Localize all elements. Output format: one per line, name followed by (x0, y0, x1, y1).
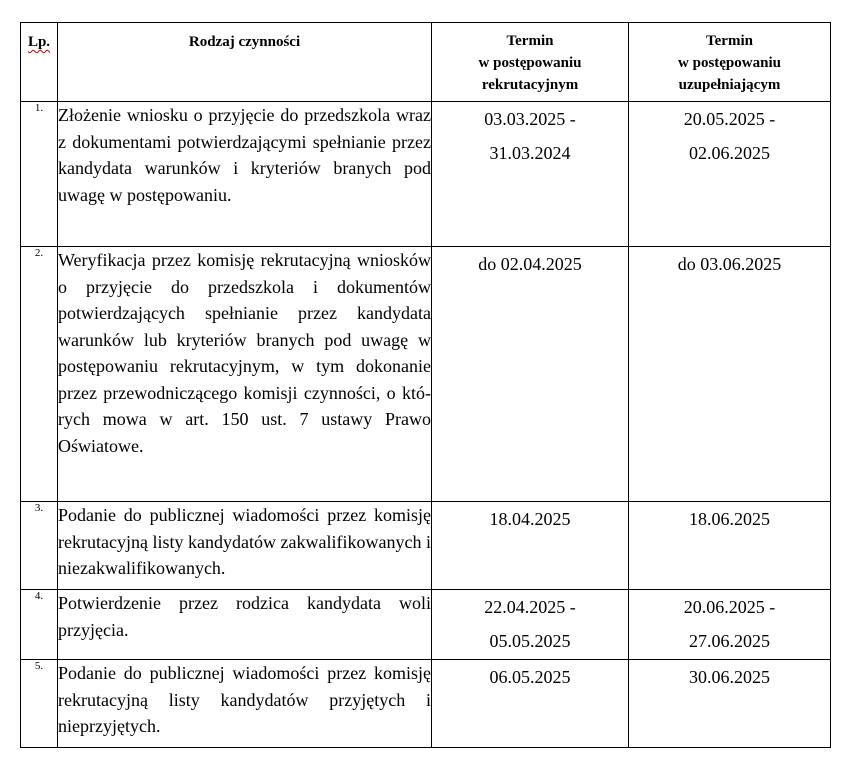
recruitment-date-end: 31.03.2024 (489, 143, 571, 163)
supplementary-date-start: 20.06.2025 - (683, 597, 776, 617)
supplementary-date-end: 27.06.2025 (689, 631, 770, 651)
recruitment-date-end: 05.05.2025 (489, 631, 571, 651)
supplementary-term (629, 247, 831, 502)
recruitment-term (432, 590, 629, 660)
supplementary-date: 30.06.2025 (689, 667, 770, 687)
header-recruitment-line-1: Termin (506, 33, 554, 49)
recruitment-schedule-table (20, 22, 831, 748)
supplementary-date: 18.06.2025 (689, 509, 770, 529)
row-number: 5. (21, 660, 58, 748)
header-row (21, 23, 831, 102)
header-supplementary-line-1: Termin (706, 33, 753, 49)
row-number: 1. (21, 102, 58, 247)
header-supplementary-line-2: w postępowaniu (678, 55, 781, 71)
recruitment-date: 06.05.2025 (489, 667, 571, 687)
table-row (21, 502, 831, 590)
supplementary-term (629, 660, 831, 748)
recruitment-term (432, 660, 629, 748)
table-row (21, 660, 831, 748)
activity-description: Złożenie wniosku o przyjęcie do przedszkola wraz z dokumentami potwierdzającymi spełnianie przez kandydata warunków i kryteriów branych pod uwagę w postępowaniu. (58, 102, 432, 247)
recruitment-term (432, 247, 629, 502)
header-lp: Lp. (21, 23, 58, 102)
header-recruitment-line-2: w postępowaniu (478, 55, 582, 71)
activity-description: Potwierdzenie przez rodzica kandydata woli przyjęcia. (58, 590, 432, 660)
table-row (21, 590, 831, 660)
supplementary-term (629, 590, 831, 660)
activity-description: Podanie do publicznej wiadomości przez komisję rekrutacyjną listy kandydatów przyjętych i nieprzyjętych. (58, 660, 432, 748)
header-activity: Rodzaj czynności (58, 23, 432, 102)
supplementary-date-end: 02.06.2025 (689, 143, 770, 163)
supplementary-date: do 03.06.2025 (677, 254, 782, 274)
row-number: 4. (21, 590, 58, 660)
header-supplementary-term (629, 23, 831, 102)
supplementary-date-start: 20.05.2025 - (683, 109, 776, 129)
table-row (21, 247, 831, 502)
recruitment-date-start: 03.03.2025 - (484, 109, 576, 129)
recruitment-term (432, 102, 629, 247)
recruitment-date: do 02.04.2025 (478, 254, 582, 274)
header-recruitment-term (432, 23, 629, 102)
table-row (21, 102, 831, 247)
supplementary-term (629, 102, 831, 247)
supplementary-term (629, 502, 831, 590)
activity-description: Podanie do publicznej wiadomości przez komisję rekrutacyjną listy kandydatów zakwalifikowanych i niezakwalifikowanych. (58, 502, 432, 590)
recruitment-date-start: 22.04.2025 - (484, 597, 576, 617)
row-number: 2. (21, 247, 58, 502)
header-supplementary-line-3: uzupełniającym (678, 77, 781, 93)
recruitment-date: 18.04.2025 (489, 509, 571, 529)
row-number: 3. (21, 502, 58, 590)
recruitment-term (432, 502, 629, 590)
activity-description: Weryfikacja przez komisję rekrutacyjną wniosków o przyjęcie do przedszkola i dokumentów potwierdzających spełnianie przez kandydata warunków lub kryteriów branych pod uwagę w postępowaniu rekrutacyjnym, w tym dokonanie przez przewodniczącego komisji czynności, o których mowa w art. 150 ust. 7 ustawy Prawo Oświatowe. (58, 247, 432, 502)
header-recruitment-line-3: rekrutacyjnym (481, 77, 579, 93)
